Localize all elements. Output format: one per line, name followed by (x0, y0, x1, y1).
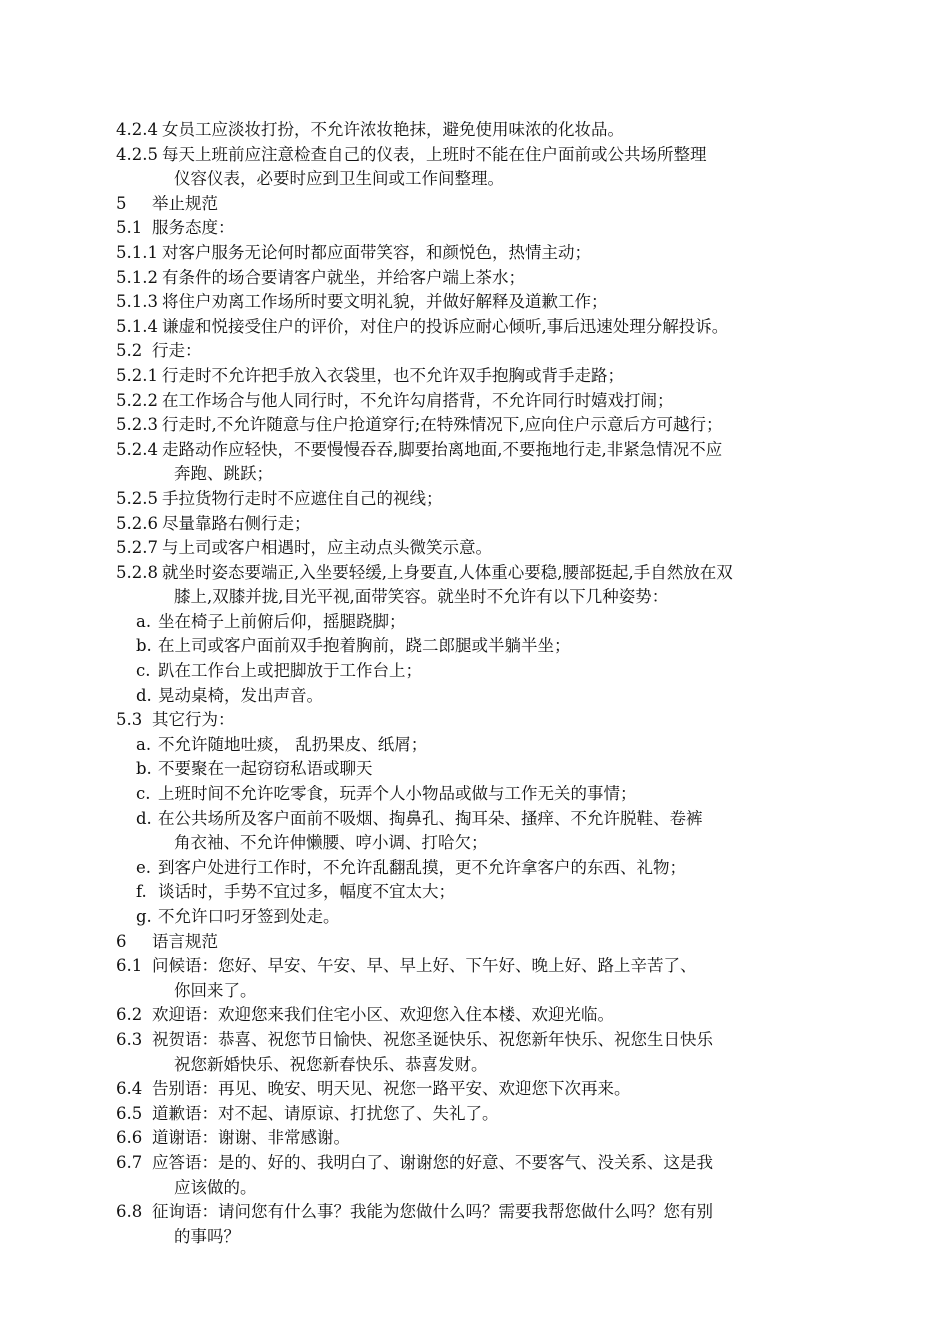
paragraph-continuation (116, 831, 836, 856)
clause-number: 6.7 (116, 1152, 143, 1172)
line-text: 趴在工作台上或把脚放于工作台上； (158, 661, 422, 681)
clause-line (116, 487, 836, 512)
paragraph-continuation (116, 1225, 836, 1250)
list-marker: d. (136, 685, 152, 705)
clause-line (116, 1003, 836, 1028)
clause-number: 6.2 (116, 1005, 143, 1025)
clause-number: 5.1 (116, 218, 143, 238)
clause-line (116, 192, 836, 217)
clause-line (116, 413, 836, 438)
clause-line (116, 216, 836, 241)
paragraph-continuation (116, 1053, 836, 1078)
line-text: 仪容仪表，必要时应到卫生间或工作间整理。 (174, 169, 504, 189)
clause-line (116, 512, 836, 537)
list-item (116, 880, 836, 905)
line-text: 欢迎语：欢迎您来我们住宅小区、欢迎您入住本楼、欢迎光临。 (152, 1005, 614, 1025)
clause-line (116, 266, 836, 291)
clause-number: 6 (116, 931, 127, 951)
clause-line (116, 315, 836, 340)
line-text: 到客户处进行工作时，不允许乱翻乱摸，更不允许拿客户的东西、礼物； (158, 857, 686, 877)
line-text: 女员工应淡妆打扮，不允许浓妆艳抹，避免使用味浓的化妆品。 (162, 120, 624, 139)
paragraph-continuation (116, 1176, 836, 1201)
paragraph-continuation (116, 167, 836, 192)
clause-number: 5.1.1 (116, 242, 158, 262)
clause-line (116, 1077, 836, 1102)
clause-line (116, 290, 836, 315)
list-marker: g. (136, 907, 152, 926)
line-text: 在上司或客户面前双手抱着胸前，跷二郎腿或半躺半坐； (158, 636, 571, 656)
clause-number: 5.2 (116, 341, 143, 361)
list-marker: f. (136, 882, 147, 902)
line-text: 不允许随地吐痰， 乱扔果皮、纸屑； (158, 734, 428, 754)
line-text: 谦虚和悦接受住户的评价，对住户的投诉应耐心倾听,事后迅速处理分解投诉。 (162, 316, 729, 336)
line-text: 祝您新婚快乐、祝您新春快乐、恭喜发财。 (174, 1054, 488, 1074)
line-text: 应答语：是的、好的、我明白了、谢谢您的好意、不要客气、没关系、这是我 (152, 1152, 713, 1172)
line-text: 应该做的。 (174, 1177, 257, 1197)
clause-number: 5.2.5 (116, 488, 158, 508)
list-item (116, 659, 836, 684)
line-text: 尽量靠路右侧行走； (162, 513, 311, 533)
clause-line (116, 1028, 836, 1053)
list-item (116, 634, 836, 659)
clause-number: 6.1 (116, 956, 143, 976)
list-marker: a. (136, 734, 152, 754)
list-marker: c. (136, 784, 151, 804)
clause-line (116, 364, 836, 389)
line-text: 的事吗？ (174, 1226, 240, 1246)
line-text: 坐在椅子上前俯后仰，摇腿跷脚； (158, 611, 406, 631)
clause-number: 6.3 (116, 1029, 143, 1049)
line-text: 行走时,不允许随意与住户抢道穿行;在特殊情况下,应向住户示意后方可越行； (162, 415, 723, 435)
line-text: 告别语：再见、晚安、明天见、祝您一路平安、欢迎您下次再来。 (152, 1079, 631, 1099)
line-text: 在公共场所及客户面前不吸烟、掏鼻孔、掏耳朵、搔痒、不允许脱鞋、卷裤 (158, 808, 703, 828)
line-text: 道歉语：对不起、请原谅、打扰您了、失礼了。 (152, 1103, 499, 1123)
line-text: 有条件的场合要请客户就坐，并给客户端上茶水； (162, 267, 525, 287)
list-item (116, 807, 836, 832)
list-item (116, 610, 836, 635)
clause-number: 5.2.6 (116, 513, 158, 533)
document-body (116, 118, 836, 1249)
line-text: 手拉货物行走时不应遮住自己的视线； (162, 488, 443, 508)
line-text: 祝贺语：恭喜、祝您节日愉快、祝您圣诞快乐、祝您新年快乐、祝您生日快乐 (152, 1029, 713, 1049)
list-item (116, 757, 836, 782)
line-text: 不要聚在一起窃窃私语或聊天 (158, 759, 373, 779)
list-item (116, 856, 836, 881)
line-text: 对客户服务无论何时都应面带笑容，和颜悦色，热情主动； (162, 242, 591, 262)
clause-line (116, 536, 836, 561)
line-text: 角衣袖、不允许伸懒腰、哼小调、打哈欠； (174, 833, 488, 853)
paragraph-continuation (116, 979, 836, 1004)
clause-number: 5.3 (116, 710, 143, 730)
clause-number: 5.2.8 (116, 562, 158, 582)
clause-line (116, 339, 836, 364)
line-text: 谈话时，手势不宜过多，幅度不宜太大； (158, 882, 455, 902)
paragraph-continuation (116, 462, 836, 487)
list-marker: a. (136, 611, 152, 631)
list-item (116, 782, 836, 807)
clause-line (116, 241, 836, 266)
list-marker: e. (136, 857, 152, 877)
line-text: 行走时不允许把手放入衣袋里，也不允许双手抱胸或背手走路； (162, 365, 624, 385)
clause-number: 5.2.3 (116, 415, 158, 435)
clause-line (116, 389, 836, 414)
line-text: 与上司或客户相遇时，应主动点头微笑示意。 (162, 538, 492, 558)
line-text: 膝上,双膝并拢,目光平视,面带笑容。就坐时不允许有以下几种姿势： (174, 587, 669, 607)
clause-line (116, 143, 836, 168)
clause-line (116, 1200, 836, 1225)
clause-number: 5.2.4 (116, 439, 158, 459)
clause-line (116, 930, 836, 955)
clause-line (116, 561, 836, 586)
clause-line (116, 954, 836, 979)
line-text: 在工作场合与他人同行时，不允许勾肩搭背，不允许同行时嬉戏打闹； (162, 390, 674, 410)
line-text: 上班时间不允许吃零食，玩弄个人小物品或做与工作无关的事情； (158, 784, 637, 804)
line-text: 道谢语：谢谢、非常感谢。 (152, 1128, 350, 1148)
line-text: 其它行为： (152, 710, 235, 730)
clause-number: 5 (116, 193, 127, 213)
line-text: 问候语：您好、早安、午安、早、早上好、下午好、晚上好、路上辛苦了、 (152, 956, 697, 976)
clause-number: 6.8 (116, 1202, 143, 1222)
clause-number: 6.6 (116, 1128, 143, 1148)
line-text: 走路动作应轻快，不要慢慢吞吞,脚要抬离地面,不要拖地行走,非紧急情况不应 (162, 439, 723, 459)
clause-line (116, 708, 836, 733)
clause-number: 5.1.2 (116, 267, 158, 287)
line-text: 将住户劝离工作场所时要文明礼貌，并做好解释及道歉工作； (162, 292, 608, 312)
clause-line (116, 1126, 836, 1151)
clause-number: 4.2.5 (116, 144, 158, 164)
line-text: 语言规范 (152, 931, 218, 951)
clause-number: 6.4 (116, 1079, 143, 1099)
list-item (116, 733, 836, 758)
clause-line (116, 1102, 836, 1127)
clause-number: 5.2.2 (116, 390, 158, 410)
clause-number: 5.1.3 (116, 292, 158, 312)
clause-line (116, 1151, 836, 1176)
list-item (116, 684, 836, 709)
line-text: 晃动桌椅，发出声音。 (158, 685, 323, 705)
clause-number: 4.2.4 (116, 120, 158, 139)
line-text: 就坐时姿态要端正,入坐要轻缓,上身要直,人体重心要稳,腰部挺起,手自然放在双 (162, 562, 733, 582)
line-text: 服务态度： (152, 218, 235, 238)
clause-number: 5.1.4 (116, 316, 158, 336)
clause-line (116, 438, 836, 463)
line-text: 行走： (152, 341, 202, 361)
clause-line (116, 118, 836, 143)
line-text: 征询语：请问您有什么事？我能为您做什么吗？需要我帮您做什么吗？您有别 (152, 1202, 713, 1222)
clause-number: 6.5 (116, 1103, 143, 1123)
line-text: 举止规范 (152, 193, 218, 213)
line-text: 你回来了。 (174, 980, 257, 1000)
clause-number: 5.2.1 (116, 365, 158, 385)
list-marker: c. (136, 661, 151, 681)
list-item (116, 905, 836, 930)
line-text: 奔跑、跳跃； (174, 464, 273, 484)
list-marker: d. (136, 808, 152, 828)
paragraph-continuation (116, 585, 836, 610)
clause-number: 5.2.7 (116, 538, 158, 558)
list-marker: b. (136, 759, 152, 779)
line-text: 不允许口叼牙签到处走。 (158, 907, 340, 926)
line-text: 每天上班前应注意检查自己的仪表，上班时不能在住户面前或公共场所整理 (162, 144, 707, 164)
list-marker: b. (136, 636, 152, 656)
